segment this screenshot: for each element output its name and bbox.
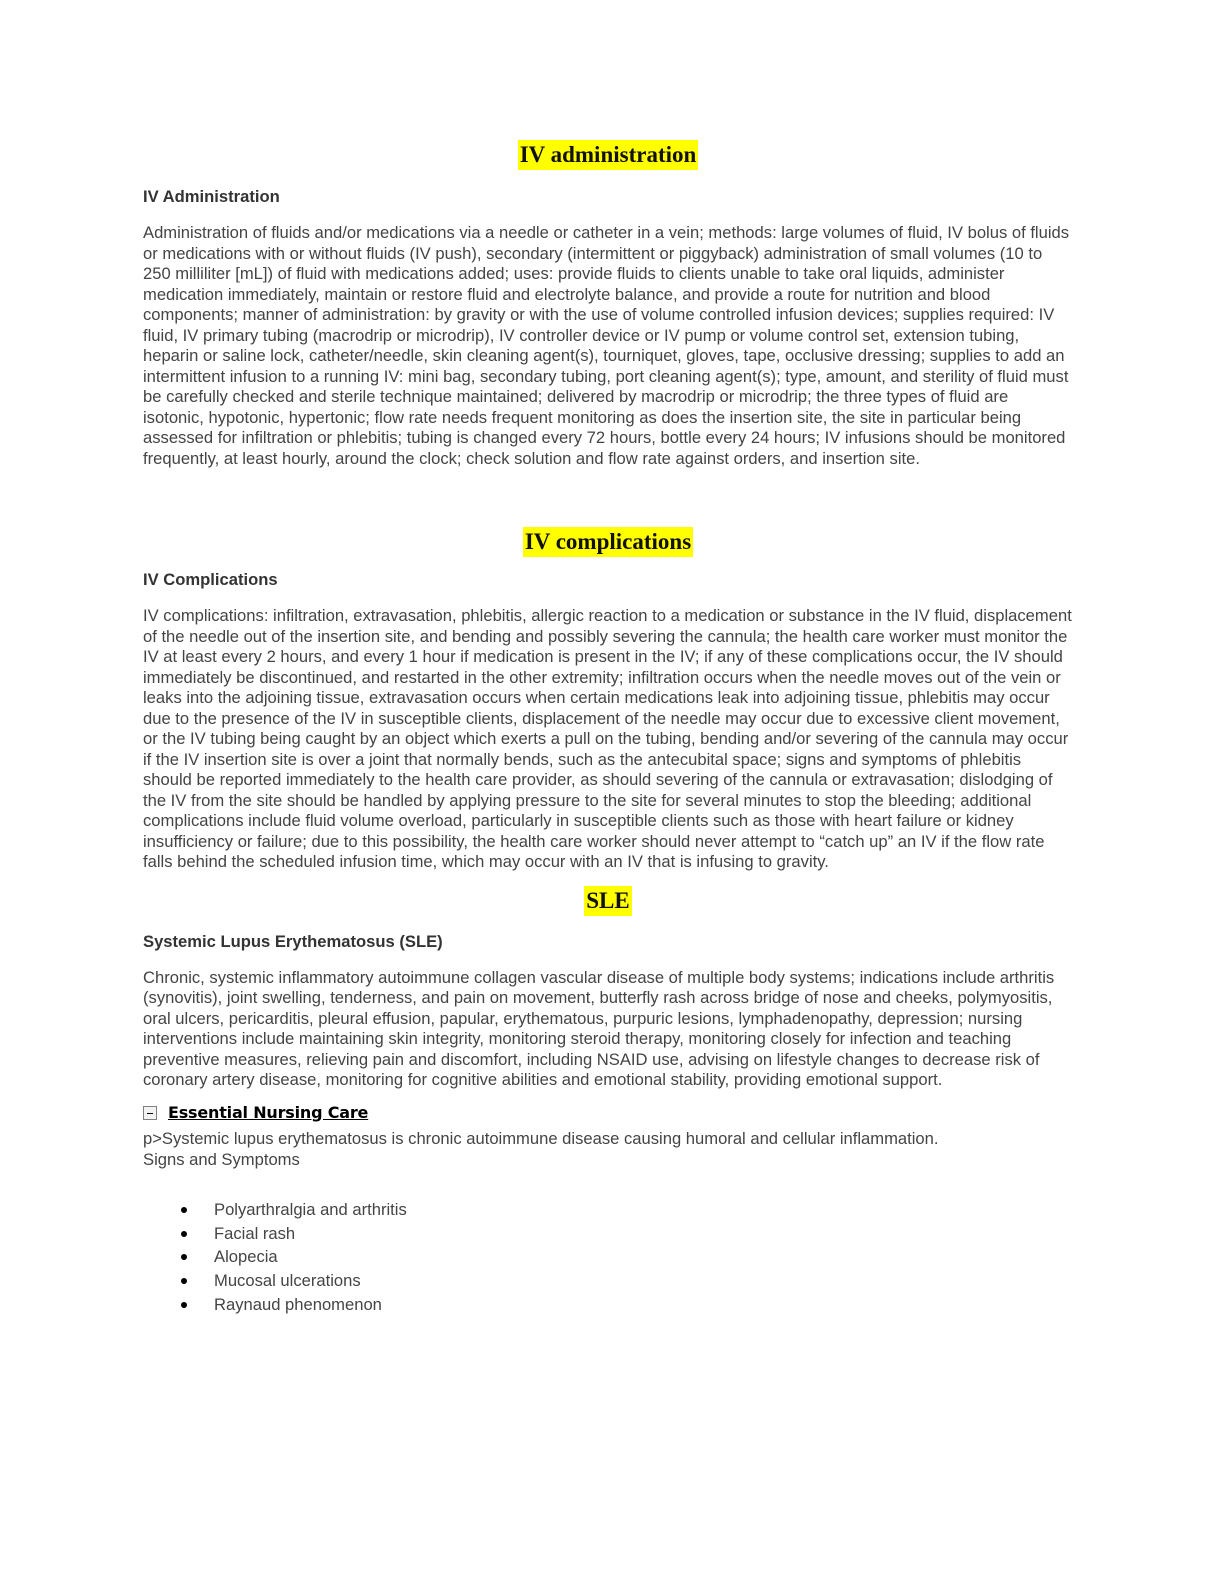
section-heading-sle: SLE — [584, 886, 631, 916]
list-item: Raynaud phenomenon — [143, 1293, 1073, 1317]
subheading-sle: Systemic Lupus Erythematosus (SLE) — [143, 931, 443, 951]
list-item: Mucosal ulcerations — [143, 1269, 1073, 1293]
signs-and-symptoms-label: Signs and Symptoms — [143, 1149, 300, 1169]
list-item: Alopecia — [143, 1245, 1073, 1269]
section-heading-wrap — [143, 886, 1073, 916]
paragraph-iv-complications: IV complications: infiltration, extravasation, phlebitis, allergic reaction to a medication or substance in the IV fluid, displacement of the needle out of the insertion site, and bending and possibly severing the cannula; the health care worker must monitor the IV at least every 2 hours, and every 1 hour if medication is present in the IV; if any of these complications occur, the IV should immediately be discontinued, and restarted in the other extremity; infiltration occurs when the needle moves out of the vein or leaks into the adjoining tissue, extravasation occurs when certain medications leak into adjoining tissue, phlebitis may occur due to the presence of the IV in susceptible clients, displacement of the needle may occur due to excessive client movement, or the IV tubing being caught by an object which exerts a pull on the tubing, bending and/or severing of the cannula may occur if the IV insertion site is over a joint that normally bends, such as the antecubital space; signs and symptoms of phlebitis should be reported immediately to the health care provider, as should severing of the cannula or extravasation; dislodging of the IV from the site should be handled by applying pressure to the site for several minutes to stop the bleeding; additional complications include fluid volume overload, particularly in susceptible clients such as those with heart failure or kidney insufficiency or failure; due to this possibility, the health care worker should never attempt to “catch up” an IV if the flow rate falls behind the scheduled infusion time, which may occur with an IV that is infusing to gravity. — [143, 606, 1072, 871]
symptoms-list — [143, 1198, 1073, 1317]
collapse-icon[interactable] — [143, 1106, 157, 1120]
list-item: Facial rash — [143, 1222, 1073, 1246]
paragraph-iv-administration: Administration of fluids and/or medications via a needle or catheter in a vein; methods: large volumes of fluid, IV bolus of fluids or medications with or without fluids (IV push), secondary (intermittent or piggyback) administration of small volumes (10 to 250 milliliter [mL]) of fluid with medications added; uses: provide fluids to clients unable to take oral liquids, administer medication immediately, maintain or restore fluid and electrolyte balance, and provide a route for nutrition and blood components; manner of administration: by gravity or with the use of volume controlled infusion devices; supplies required: IV fluid, IV primary tubing (macrodrip or microdrip), IV controller device or IV pump or volume control set, extension tubing, heparin or saline lock, catheter/needle, skin cleaning agent(s), tourniquet, gloves, tape, occlusive dressing; supplies to add an intermittent infusion to a running IV: mini bag, secondary tubing, port cleaning agent(s); type, amount, and sterility of fluid must be carefully checked and sterile technique maintained; delivered by macrodrip or microdrip; the three types of fluid are isotonic, hypotonic, hypertonic; flow rate needs frequent monitoring as does the insertion site, the site in particular being assessed for infiltration or phlebitis; tubing is changed every 72 hours, bottle every 24 hours; IV infusions should be monitored frequently, at least hourly, around the clock; check solution and flow rate against orders, and insertion site. — [143, 223, 1070, 468]
paragraph-sle: Chronic, systemic inflammatory autoimmune collagen vascular disease of multiple body systems; indications include arthritis (synovitis), joint swelling, tenderness, and pain on movement, butterfly rash across bridge of nose and cheeks, polymyositis, oral ulcers, pericarditis, pleural effusion, papular, erythematous, purpuric lesions, lymphadenopathy, depression; nursing interventions include maintaining skin integrity, monitoring steroid therapy, monitoring closely for infection and teaching preventive measures, relieving pain and discomfort, including NSAID use, advising on lifestyle changes to decrease risk of coronary artery disease, monitoring for cognitive abilities and emotional stability, providing emotional support. — [143, 967, 1055, 1089]
section-heading-wrap — [143, 527, 1073, 557]
section-heading-iv-administration: IV administration — [518, 140, 699, 170]
essential-intro-line: p>Systemic lupus erythematosus is chronic autoimmune disease causing humoral and cellular inflammation. — [143, 1129, 939, 1148]
section-heading-wrap — [143, 140, 1073, 170]
subheading-iv-complications: IV Complications — [143, 570, 278, 589]
list-item: Polyarthralgia and arthritis — [143, 1198, 1073, 1222]
section-heading-iv-complications: IV complications — [523, 527, 693, 557]
essential-nursing-care-header[interactable] — [143, 1103, 1073, 1124]
essential-nursing-care-link[interactable]: Essential Nursing Care — [168, 1102, 369, 1122]
document-page — [143, 140, 1073, 1317]
subheading-iv-administration: IV Administration — [143, 187, 280, 206]
